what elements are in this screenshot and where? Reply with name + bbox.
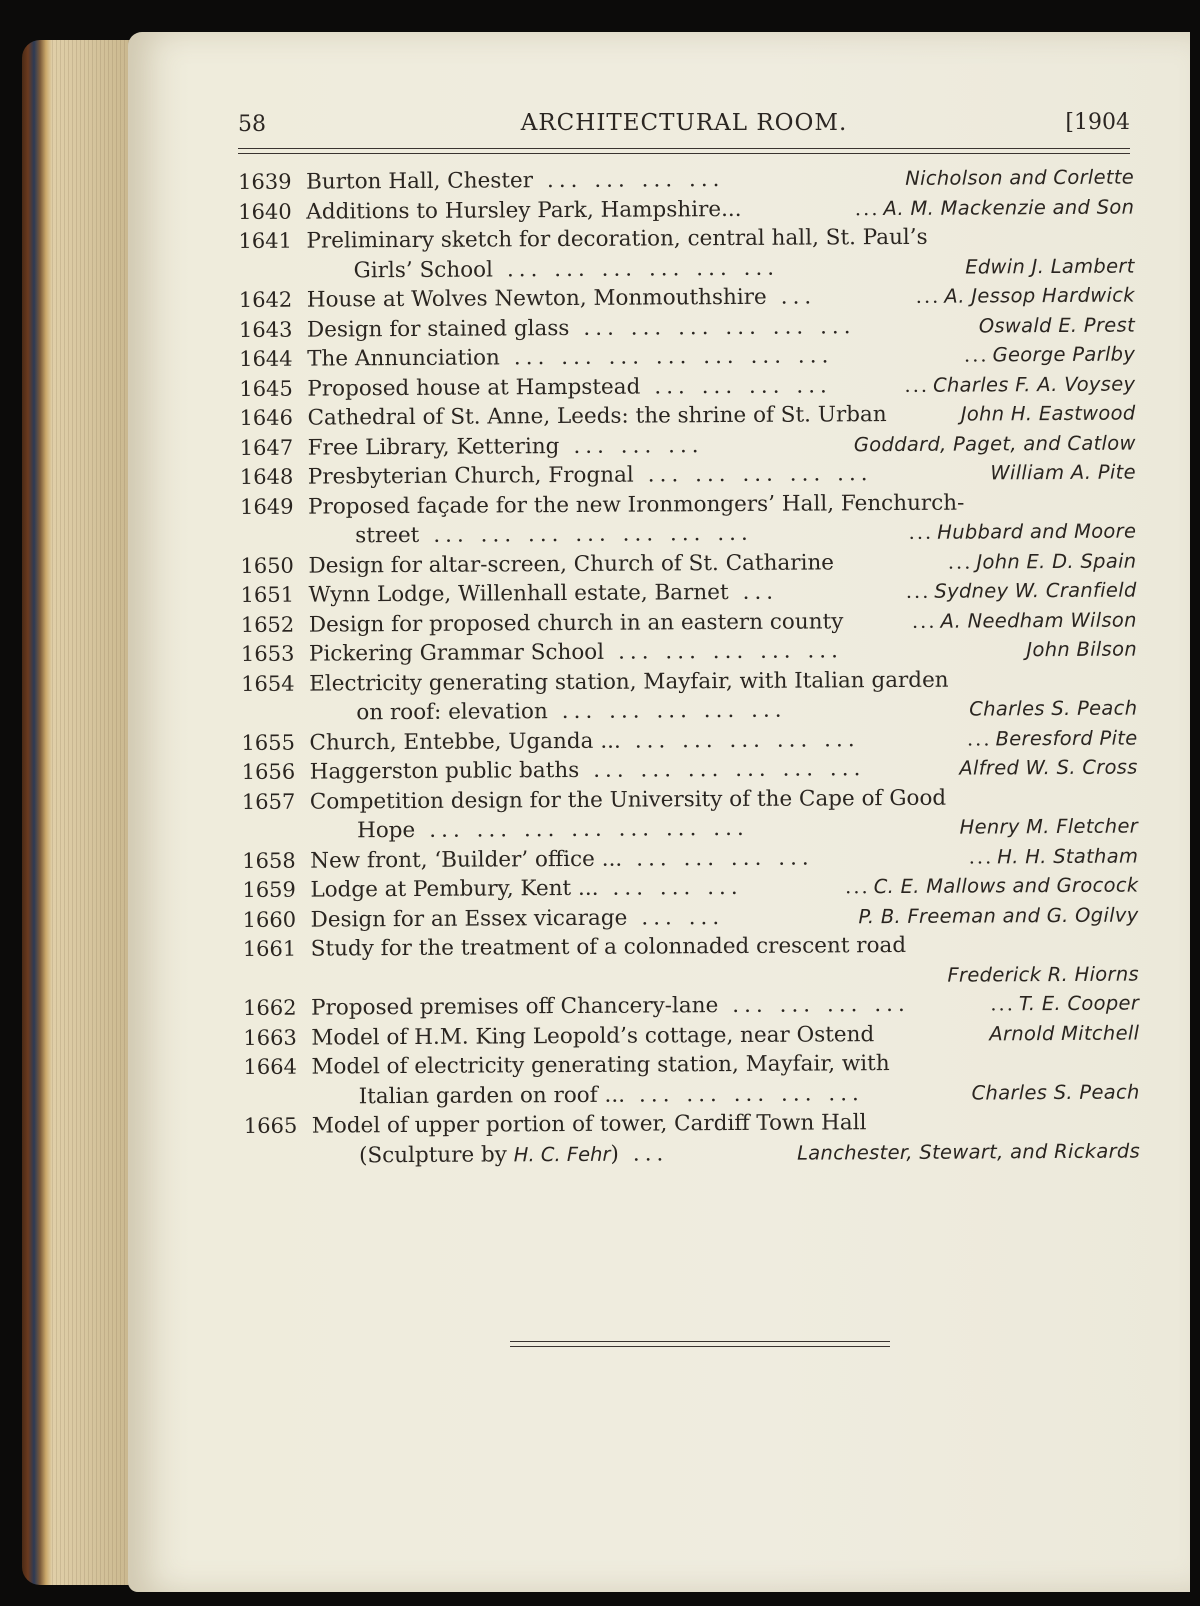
leader-dots: ... ... <box>641 904 725 931</box>
entry-title <box>306 165 725 197</box>
entry-title <box>309 578 779 610</box>
entry-title-text: Proposed house at Hampstead <box>307 374 641 402</box>
architect-name-text: A. Needham Wilson <box>940 608 1137 633</box>
architect-name-text: Alfred W. S. Cross <box>959 755 1138 780</box>
entry-title-text: street <box>355 522 420 549</box>
entry-title <box>311 1049 889 1082</box>
entry-number: 1663 <box>243 1025 297 1050</box>
architect-name <box>961 399 1136 430</box>
entry-title <box>310 843 814 876</box>
entry-title-text: Preliminary sketch for decoration, central hall, St. Paul’s <box>306 224 928 254</box>
architect-name-text: T. E. Cooper <box>1018 991 1140 1016</box>
leader-dots: ... ... ... ... ... ... <box>506 255 780 282</box>
leader-dots: ... ... ... ... ... <box>634 726 860 754</box>
leader-dots: ... <box>947 550 973 574</box>
entry-number: 1659 <box>242 877 296 902</box>
architect-name <box>916 281 1135 312</box>
leader-dots: ... <box>968 844 994 869</box>
architect-name <box>1026 635 1137 665</box>
architect-name <box>909 517 1137 548</box>
sculptor-name: H. C. Fehr <box>513 1142 611 1166</box>
entry-title-text: Design for an Essex vicarage <box>310 905 628 933</box>
catalogue-entry <box>238 222 1134 286</box>
leader-dots: ... <box>780 284 817 310</box>
entry-number: 1646 <box>239 405 294 430</box>
end-rule <box>510 1341 890 1347</box>
entry-title-text: Haggerston public baths <box>309 757 580 785</box>
entry-title <box>308 548 834 581</box>
architect-name-text: Frederick R. Hiorns <box>947 962 1140 987</box>
entry-title <box>307 371 832 404</box>
entry-number: 1652 <box>240 612 295 637</box>
catalogue-entry <box>242 782 1138 846</box>
architect-name-text: Nicholson and Corlette <box>905 165 1135 190</box>
entry-title <box>307 400 886 433</box>
architect-name-text: Charles S. Peach <box>969 696 1138 721</box>
entry-title-text: Presbyterian Church, Frognal <box>307 462 634 490</box>
architect-name-text: A. Jessop Hardwick <box>944 283 1135 308</box>
entry-title-text: Electricity generating station, Mayfair, with Italian garden <box>309 667 949 697</box>
entry-title-text: Additions to Hursley Park, Hampshire... <box>306 196 742 225</box>
entry-title <box>359 1079 864 1112</box>
leader-dots: ... ... ... ... ... ... ... <box>513 343 834 371</box>
catalogue-entry <box>241 664 1137 728</box>
architect-name-text: Hubbard and Moore <box>937 519 1137 544</box>
architect-name <box>971 1077 1139 1108</box>
entry-title-text: Hope <box>356 817 416 844</box>
entry-title-text: Church, Entebbe, Uganda ... <box>309 728 621 756</box>
leader-dots: ... ... ... ... ... <box>617 638 843 665</box>
entry-number: 1662 <box>243 995 297 1020</box>
leader-dots: ... ... ... ... <box>654 372 832 399</box>
catalogue-entries <box>238 163 1140 1171</box>
entry-number: 1644 <box>239 346 293 371</box>
architect-name-text: Henry M. Fletcher <box>959 814 1139 839</box>
entry-title-text: Study for the treatment of a colonnaded crescent road <box>310 932 907 962</box>
entry-number: 1656 <box>241 759 296 784</box>
entry-number: 1651 <box>240 582 295 607</box>
entry-title <box>359 1139 668 1170</box>
entry-title-text: Design for altar-screen, Church of St. Catharine <box>308 549 835 579</box>
entry-number: 1660 <box>242 907 297 932</box>
architect-name <box>947 959 1139 990</box>
page-header <box>238 108 1130 144</box>
architect-name-text: John H. Eastwood <box>960 401 1136 426</box>
entry-title-text: Proposed premises off Chancery-lane <box>311 993 719 1021</box>
entry-title-text: Burton Hall, Chester <box>306 168 534 195</box>
entry-title-text: Pickering Grammar School <box>308 639 605 667</box>
leader-dots: ... <box>908 520 934 544</box>
entry-title-text: Italian garden on roof ... <box>358 1082 626 1109</box>
architect-name-text: Charles F. A. Voysey <box>932 372 1136 397</box>
entry-number: 1645 <box>239 376 293 401</box>
leader-dots: ... ... ... ... ... <box>647 461 873 488</box>
entry-title <box>309 607 844 640</box>
leader-dots: ... ... ... ... ... ... ... <box>429 815 749 843</box>
entry-title-text: New front, ‘Builder’ office ... <box>310 846 623 874</box>
architect-name <box>905 163 1134 194</box>
entry-title-text: Model of upper portion of tower, Cardiff Town Hall <box>311 1110 867 1139</box>
architect-name <box>912 605 1137 636</box>
architect-name-text: Charles S. Peach <box>971 1080 1140 1105</box>
entry-number: 1664 <box>243 1054 298 1079</box>
leader-dots: ... ... ... <box>573 432 704 459</box>
leader-dots: ... <box>963 343 989 367</box>
entry-number: 1642 <box>238 287 293 312</box>
architect-name-text: Sydney W. Cranfield <box>934 578 1137 603</box>
architect-name <box>904 369 1135 400</box>
entry-title-text: Model of electricity generating station, Mayfair, with <box>311 1051 890 1080</box>
entry-title-text: Competition design for the University of the Cape of Good <box>309 785 947 815</box>
architect-name <box>989 1018 1139 1048</box>
entry-title <box>311 931 906 964</box>
entry-title <box>310 873 742 905</box>
architect-name <box>959 753 1138 784</box>
architect-name-text: A. M. Mackenzie and Son <box>883 195 1135 220</box>
architect-name-text: John Bilson <box>1026 637 1138 662</box>
entry-title <box>309 725 859 758</box>
catalogue-entry <box>244 1107 1140 1171</box>
entry-title-text: Design for stained glass <box>306 315 570 343</box>
architect-name <box>797 1136 1140 1168</box>
entry-title <box>354 253 780 285</box>
entry-number: 1661 <box>242 936 297 961</box>
entry-title <box>308 488 964 522</box>
leader-dots: ... <box>915 284 941 308</box>
leader-dots: ... ... ... ... <box>546 167 725 194</box>
entry-title-text: on roof: elevation <box>356 699 548 726</box>
entry-title <box>308 459 873 492</box>
architect-name-text: George Parlby <box>992 342 1136 367</box>
entry-title <box>306 194 741 226</box>
entry-title-text: (Sculpture by <box>358 1141 507 1168</box>
leader-dots: ... ... ... ... ... ... <box>583 313 856 341</box>
entry-title <box>306 223 927 256</box>
architect-name <box>969 694 1137 725</box>
leader-dots: ... <box>990 992 1016 1016</box>
entry-number: 1657 <box>241 789 296 814</box>
entry-title <box>307 312 856 345</box>
architect-name <box>979 310 1135 340</box>
architect-name <box>959 812 1138 843</box>
entry-title-text: Free Library, Kettering <box>307 433 560 461</box>
entry-title <box>308 431 704 463</box>
title-suffix: ) <box>610 1141 619 1167</box>
page-title: ARCHITECTURAL ROOM. <box>520 110 848 136</box>
entry-number: 1654 <box>241 671 295 696</box>
entry-title-text: Model of H.M. King Leopold’s cottage, near Ostend <box>311 1021 875 1051</box>
entry-number: 1653 <box>240 641 295 666</box>
header-rule <box>238 148 1130 154</box>
architect-name-text: John E. D. Spain <box>976 549 1137 573</box>
entry-title-text: Cathedral of St. Anne, Leeds: the shrine of St. Urban <box>307 402 887 431</box>
entry-number: 1643 <box>238 317 293 342</box>
leader-dots: ... ... ... ... ... ... <box>593 756 866 783</box>
leader-dots: ... <box>854 196 880 220</box>
architect-name-text: William A. Pite <box>990 460 1136 485</box>
entry-title <box>309 636 843 669</box>
architect-name-text: Edwin J. Lambert <box>965 254 1135 279</box>
entry-title-text: Girls’ School <box>353 256 493 283</box>
architect-name-text: Beresford Pite <box>995 726 1138 750</box>
header-year: [1904 <box>1065 110 1130 135</box>
entry-title-text: Lodge at Pembury, Kent ... <box>310 875 599 903</box>
architect-name-text: Oswald E. Prest <box>978 313 1136 337</box>
entry-number: 1649 <box>239 494 294 519</box>
architect-name-text: Lanchester, Stewart, and Rickards <box>797 1139 1141 1165</box>
leader-dots: ... <box>905 579 931 603</box>
leader-dots: ... <box>911 609 937 633</box>
leader-dots: ... ... ... ... ... <box>638 1080 864 1108</box>
architect-name <box>906 576 1137 607</box>
entry-number: 1647 <box>239 435 294 460</box>
architect-name-text: Goddard, Paget, and Catlow <box>853 431 1136 456</box>
architect-name <box>969 841 1139 872</box>
catalogue-entry <box>243 1048 1139 1112</box>
entry-number: 1641 <box>238 228 292 253</box>
entry-number: 1658 <box>242 848 296 873</box>
catalogue-entry <box>243 930 1139 994</box>
architect-name-text: P. B. Freeman and G. Ogilvy <box>858 903 1139 928</box>
architect-name <box>965 251 1135 282</box>
entry-title <box>310 754 866 787</box>
page-number: 58 <box>238 112 266 137</box>
architect-name <box>854 428 1136 459</box>
entry-title-text: Design for proposed church in an eastern county <box>308 608 844 638</box>
leader-dots: ... ... ... ... <box>636 844 814 872</box>
entry-number: 1650 <box>240 553 294 578</box>
leader-dots: ... ... ... <box>612 874 743 901</box>
entry-title-text: House at Wolves Newton, Monmouthshire <box>306 284 767 313</box>
architect-name <box>990 989 1139 1019</box>
catalogue-entry <box>240 487 1136 551</box>
architect-name <box>990 458 1136 488</box>
architect-name-text: C. E. Mallows and Grocock <box>873 873 1139 899</box>
entry-number: 1665 <box>243 1113 298 1138</box>
architect-name <box>964 340 1135 371</box>
entry-title <box>309 665 949 698</box>
entry-title <box>356 696 786 728</box>
entry-title <box>307 282 817 315</box>
entry-title <box>357 814 749 846</box>
entry-line <box>244 1136 1140 1171</box>
leader-dots: ... <box>966 726 992 751</box>
entry-number: 1648 <box>239 464 294 489</box>
leader-dots: ... <box>632 1140 669 1167</box>
entry-title <box>312 1108 867 1141</box>
entry-title-text: Proposed façade for the new Ironmongers’ Hall, Fenchurch- <box>307 490 965 520</box>
leader-dots: ... ... ... ... ... <box>561 697 787 725</box>
architect-name <box>967 723 1138 754</box>
entry-title <box>311 990 910 1023</box>
architect-name <box>948 546 1137 577</box>
leader-dots: ... ... ... ... <box>732 991 910 1018</box>
entry-title <box>311 903 725 935</box>
entry-title <box>311 1020 874 1053</box>
entry-title <box>307 341 833 374</box>
entry-title <box>355 519 753 551</box>
entry-number: 1655 <box>241 730 296 755</box>
entry-title <box>310 783 946 816</box>
leader-dots: ... ... ... ... ... ... ... <box>433 520 753 548</box>
architect-name-text: H. H. Statham <box>997 844 1139 868</box>
leader-dots: ... <box>742 579 779 605</box>
architect-name <box>855 192 1135 223</box>
architect-name <box>845 871 1138 902</box>
leader-dots: ... <box>845 875 870 899</box>
entry-number: 1640 <box>238 199 292 224</box>
architect-name <box>858 900 1138 931</box>
entry-number: 1639 <box>238 169 292 194</box>
architect-name-text: Arnold Mitchell <box>989 1021 1140 1045</box>
entry-title-text: Wynn Lodge, Willenhall estate, Barnet <box>308 580 729 608</box>
entry-title-text: The Annunciation <box>307 345 500 372</box>
leader-dots: ... <box>904 373 930 397</box>
